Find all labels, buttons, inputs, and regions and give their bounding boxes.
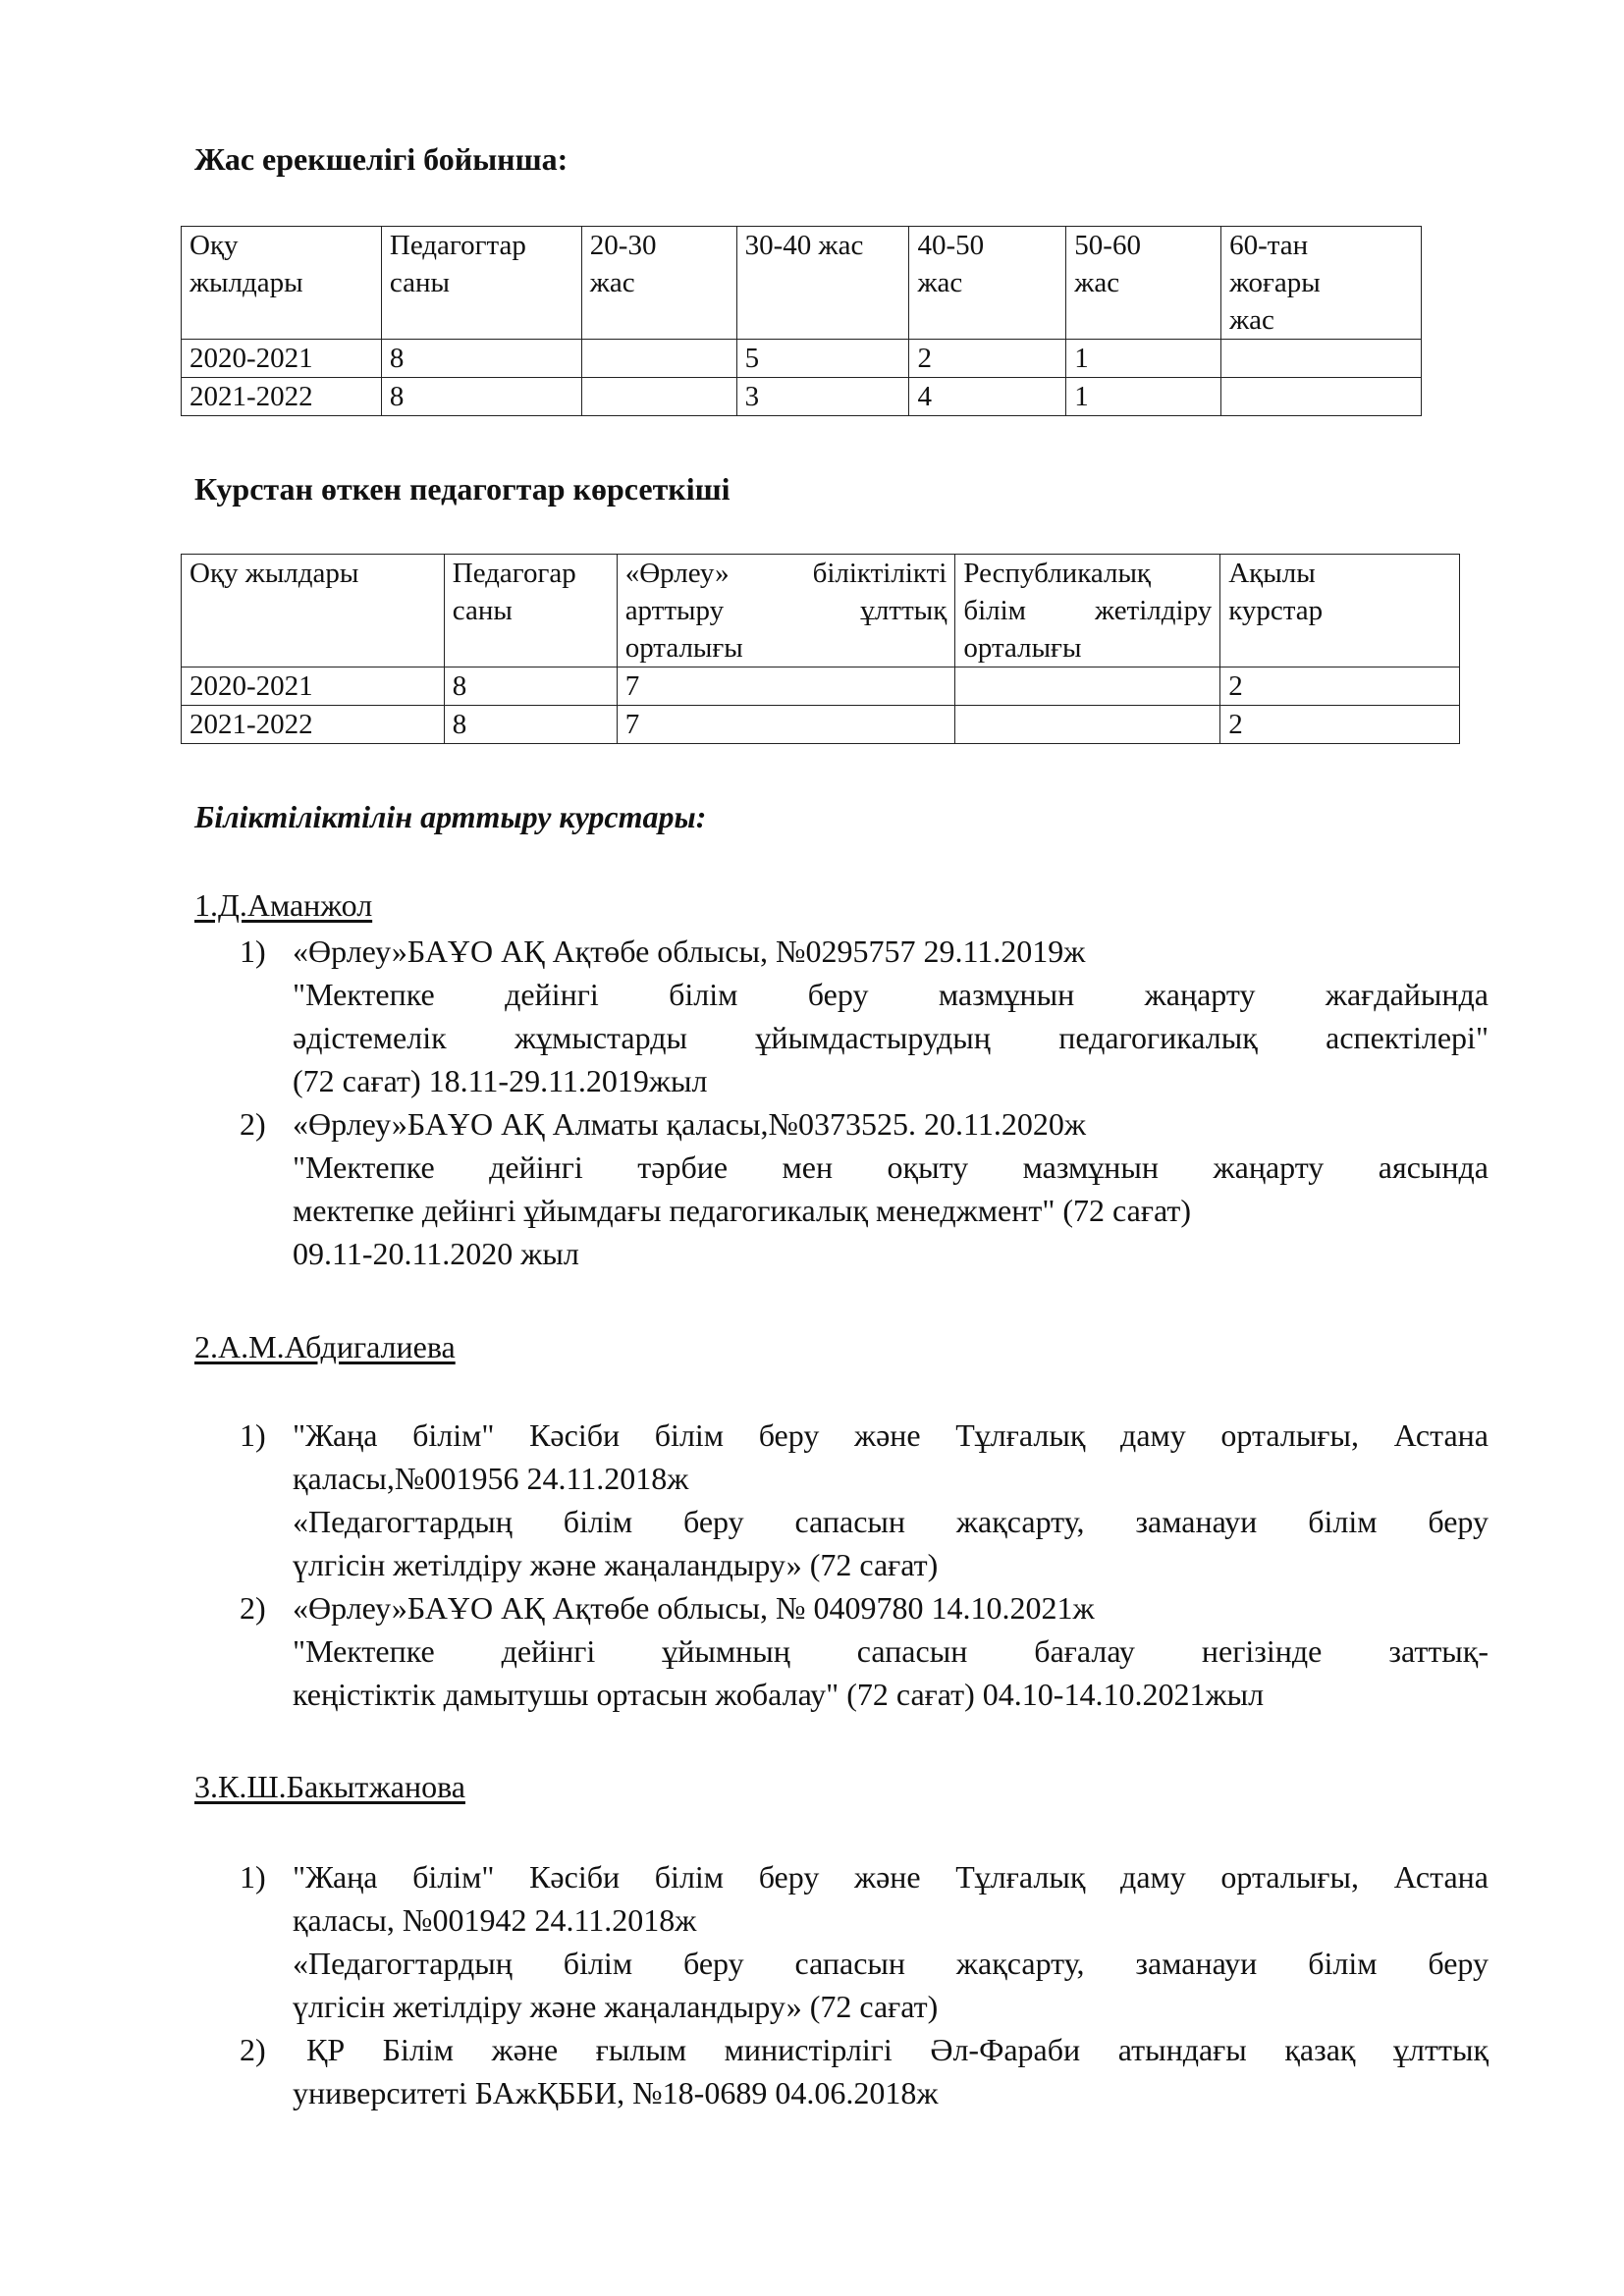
header-cell: Педагогтар саны xyxy=(381,227,581,340)
person-name: 3.К.Ш.Бакытжанова xyxy=(194,1769,465,1804)
document-page: Жас ерекшелігі бойынша: Оқу жылдары Педагогтар саны 20-30 жас 30-40 жас 40-50 жас 50-60 жас 60-тан жоғары жас 2020-2021 8 5 2 1 2021-2022 8 3 4 1 Курстан өткен педагогтар көрсеткіші Оқу жылдары Педагогар саны «Өрлеу» біліктілікті арттыру ұлттық орталығы Республикалық білім жетілдіру орталығы Ақылы курстар 2020-2021 8 7 2 2021-2022 8 7 2 Біліктіліктілін арттыру курстары: 1.Д.Аманжол 1) «Өрлеу»БАҰО АҚ Ақтөбе облысы, №0295757 29.11.2019ж "Мектепке дейінгі білім беру мазмұнын жаңарту жағдайында әдістемелік жұмыстарды ұйымдастырудың педагогикалық аспектілері" (72 сағат) 18.11-29.11.2019жыл 2) «Өрлеу»БАҰО АҚ Алматы қаласы,№0373525. 20.11.2020ж "Мектепке дейінгі тәрбие мен оқыту мазмұнын жаңарту аясында мектепке дейінгі ұйымдағы педагогикалық менеджмент" (72 сағат) 09.11-20.11.2020 жыл 2.А.М.Абдигалиева 1) "Жаңа білім" Кәсіби білім беру және Тұлғалық даму орталығы, Астана қаласы,№001956 24.11.2018ж «Педагогтардың білім беру сапасын жақсарту, заманауи білім беру үлгісін жетілдіру және жаңаландыру» (72 сағат) 2) «Өрлеу»БАҰО АҚ Ақтөбе облысы, № 0409780 14.10.2021ж "Мектепке дейінгі ұйымның сапасын бағалау негізінде заттық- кеңістіктік дамытушы ортасын жобалау" (72 сағат) 04.10-14.10.2021жыл 3.К.Ш.Бакытжанова 1) "Жаңа білім" Кәсіби білім беру және Тұлғалық даму орталығы, Астана қаласы, №001942 24.11.2018ж «Педагогтардың білім беру сапасын жақсарту, заманауи білім беру үлгісін жетілдіру және жаңаландыру» (72 сағат) 2) ҚР Білім және ғылым министірлігі Әл-Фараби атындағы қазақ ұлттық университеті БАжҚББИ, №18-0689 04.06.2018ж xyxy=(0,0,1624,2296)
table-cell: 2 xyxy=(1220,667,1460,706)
header-cell: 60-тан жоғары жас xyxy=(1221,227,1422,340)
header-cell: Оқу жылдары xyxy=(182,227,382,340)
header-cell: Республикалық білім жетілдіру орталығы xyxy=(955,555,1220,667)
table-cell: 8 xyxy=(381,340,581,378)
table-cell xyxy=(1221,340,1422,378)
table-cell: 2 xyxy=(1220,706,1460,744)
table-cell xyxy=(955,706,1220,744)
header-cell: Оқу жылдары xyxy=(182,555,445,667)
header-cell: Ақылы курстар xyxy=(1220,555,1460,667)
table-cell: 1 xyxy=(1066,340,1221,378)
table-cell: 2020-2021 xyxy=(182,340,382,378)
training-heading: Біліктіліктілін арттыру курстары: xyxy=(194,799,707,834)
header-cell: 20-30 жас xyxy=(581,227,736,340)
table-cell xyxy=(955,667,1220,706)
table-cell: 8 xyxy=(381,378,581,416)
course-table xyxy=(181,554,1460,744)
age-table xyxy=(181,226,1422,416)
person-name: 1.Д.Аманжол xyxy=(194,887,373,923)
table-cell: 1 xyxy=(1066,378,1221,416)
table-cell: 8 xyxy=(444,706,617,744)
age-section-heading: Жас ерекшелігі бойынша: xyxy=(194,141,568,177)
table-row xyxy=(182,378,1422,416)
table-cell: 2021-2022 xyxy=(182,378,382,416)
table-cell: 8 xyxy=(444,667,617,706)
header-cell: 30-40 жас xyxy=(736,227,909,340)
table-cell: 3 xyxy=(736,378,909,416)
table-cell: 7 xyxy=(617,667,955,706)
header-cell: «Өрлеу» біліктілікті арттыру ұлттық орталығы xyxy=(617,555,955,667)
table-header-row xyxy=(182,555,1460,667)
header-cell: 50-60 жас xyxy=(1066,227,1221,340)
table-row xyxy=(182,340,1422,378)
table-cell: 5 xyxy=(736,340,909,378)
table-cell xyxy=(581,378,736,416)
table-header-row xyxy=(182,227,1422,340)
table-cell: 4 xyxy=(909,378,1066,416)
table-cell: 2021-2022 xyxy=(182,706,445,744)
header-cell: Педагогар саны xyxy=(444,555,617,667)
person-name: 2.А.М.Абдигалиева xyxy=(194,1329,456,1364)
table-row xyxy=(182,667,1460,706)
course-section-heading: Курстан өткен педагогтар көрсеткіші xyxy=(194,471,731,507)
table-cell xyxy=(1221,378,1422,416)
table-cell: 2 xyxy=(909,340,1066,378)
table-cell: 2020-2021 xyxy=(182,667,445,706)
table-cell: 7 xyxy=(617,706,955,744)
header-cell: 40-50 жас xyxy=(909,227,1066,340)
table-row xyxy=(182,706,1460,744)
table-cell xyxy=(581,340,736,378)
